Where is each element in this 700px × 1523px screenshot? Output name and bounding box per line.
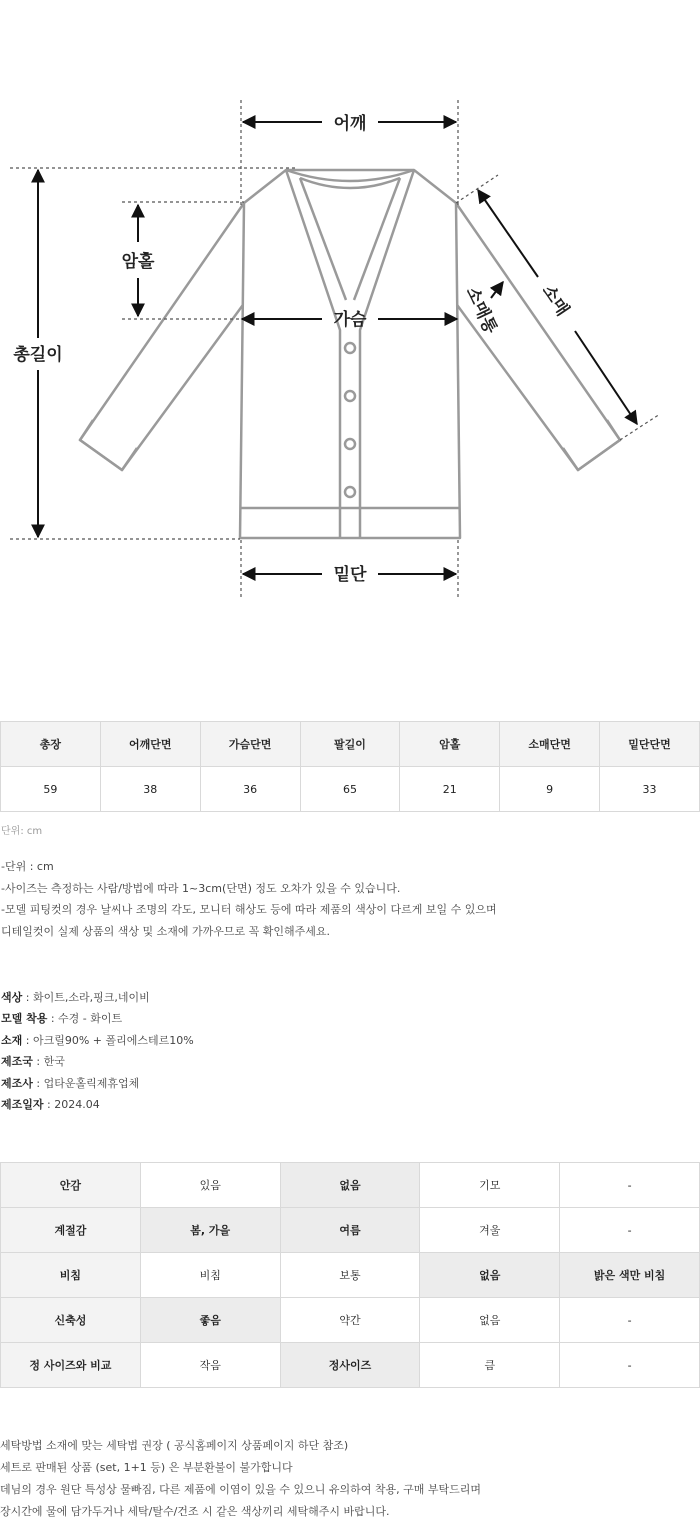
feature-header-cell: 신축성: [1, 1298, 141, 1343]
info-value: : 수경 - 화이트: [47, 1012, 123, 1026]
wash-note-line: 데님의 경우 원단 특성상 물빠짐, 다른 제품에 이염이 있을 수 있으니 유의하여 착용, 구매 부탁드리며: [0, 1483, 481, 1496]
size-table-header-row: [1, 722, 700, 767]
size-header-cell: 밑단단면: [600, 722, 700, 767]
feature-option-cell-selected: 봄, 가을: [140, 1208, 280, 1253]
feature-row-lining: [1, 1163, 700, 1208]
feature-option-cell: -: [560, 1298, 700, 1343]
button-4-icon: [345, 487, 355, 497]
total-length-label: 총길이: [13, 345, 63, 365]
info-row-date: [1, 1094, 194, 1115]
feature-row-fit: [1, 1343, 700, 1388]
info-key: 제조사: [1, 1076, 33, 1090]
feature-header-cell: 비침: [1, 1253, 141, 1298]
feature-option-cell-selected: 여름: [280, 1208, 420, 1253]
wash-notes: [0, 1435, 481, 1523]
unit-note: 단위: cm: [1, 826, 43, 837]
info-key: 색상: [1, 991, 23, 1004]
feature-option-cell: 큼: [420, 1343, 560, 1388]
info-row-maker: [1, 1073, 194, 1094]
size-value-cell: 59: [1, 767, 101, 812]
product-info: [1, 987, 194, 1115]
feature-header-cell: 계절감: [1, 1208, 141, 1253]
feature-option-cell: 겨울: [420, 1208, 560, 1253]
info-row-color: [1, 987, 194, 1008]
feature-option-cell: 약간: [280, 1298, 420, 1343]
feature-header-cell: 정 사이즈와 비교: [1, 1343, 141, 1388]
note-line: -단위 : cm: [1, 860, 54, 873]
feature-option-cell-selected: 정사이즈: [280, 1343, 420, 1388]
feature-option-cell-selected: 없음: [420, 1253, 560, 1298]
size-value-cell: 65: [300, 767, 400, 812]
size-notes: [1, 856, 497, 942]
button-3-icon: [345, 439, 355, 449]
wash-note-line: 장시간에 물에 담가두거나 세탁/탈수/건조 시 같은 색상끼리 세탁해주시 바랍니다.: [0, 1505, 390, 1518]
size-table-value-row: [1, 767, 700, 812]
info-key: 제조일자: [1, 1098, 44, 1112]
cardigan-illustration: [80, 170, 620, 538]
feature-row-season: [1, 1208, 700, 1253]
info-key: 소재: [1, 1033, 23, 1047]
feature-option-cell: 기모: [420, 1163, 560, 1208]
sleeve-label: 소매: [537, 281, 573, 320]
info-value: : 한국: [32, 1055, 65, 1069]
feature-option-cell-selected: 밝은 색만 비침: [560, 1253, 700, 1298]
feature-option-cell: 비침: [140, 1253, 280, 1298]
info-key: 모델 착용: [1, 1012, 48, 1026]
feature-header-cell: 안감: [1, 1163, 141, 1208]
feature-row-sheer: [1, 1253, 700, 1298]
wash-note-line: 세트로 판매된 상품 (set, 1+1 등) 은 부분환불이 불가합니다: [0, 1461, 293, 1474]
note-line: -사이즈는 측정하는 사람/방법에 따라 1~3cm(단면) 정도 오차가 있을 수 있습니다.: [1, 881, 401, 895]
size-header-cell: 가슴단면: [200, 722, 300, 767]
note-line: 디테일컷이 실제 상품의 색상 및 소재에 가까우므로 꼭 확인해주세요.: [1, 924, 330, 938]
size-header-cell: 암홀: [400, 722, 500, 767]
feature-option-cell: -: [560, 1343, 700, 1388]
wash-note-line: 세탁방법 소재에 맞는 세탁법 권장 ( 공식홈페이지 상품페이지 하단 참조): [0, 1439, 349, 1452]
feature-option-cell: 없음: [420, 1298, 560, 1343]
feature-option-cell-selected: 좋음: [140, 1298, 280, 1343]
info-row-material: [1, 1030, 194, 1051]
size-header-cell: 팔길이: [300, 722, 400, 767]
size-header-cell: 총장: [1, 722, 101, 767]
info-row-model: [1, 1008, 194, 1029]
size-header-cell: 어깨단면: [100, 722, 200, 767]
note-line: -모델 피팅컷의 경우 날씨나 조명의 각도, 모니터 해상도 등에 따라 제품의 색상이 다르게 보일 수 있으며: [1, 903, 497, 916]
info-value: : 2024.04: [43, 1098, 100, 1112]
info-value: : 화이트,소라,핑크,네이비: [22, 991, 150, 1004]
size-value-cell: 36: [200, 767, 300, 812]
size-header-cell: 소매단면: [500, 722, 600, 767]
feature-table: [0, 1162, 700, 1388]
hem-label: 밑단: [333, 565, 367, 585]
shoulder-label: 어깨: [333, 114, 367, 134]
feature-option-cell: -: [560, 1163, 700, 1208]
feature-option-cell: 작음: [140, 1343, 280, 1388]
info-value: : 아크릴90% + 폴리에스테르10%: [22, 1033, 194, 1047]
chest-label: 가슴: [333, 310, 367, 330]
info-key: 제조국: [1, 1055, 33, 1069]
feature-option-cell: 보통: [280, 1253, 420, 1298]
size-measurement-diagram: [0, 0, 700, 640]
armhole-label: 암홀: [121, 252, 155, 272]
feature-option-cell: -: [560, 1208, 700, 1253]
feature-option-cell: 있음: [140, 1163, 280, 1208]
sleeve-width-label: 소매통: [461, 283, 501, 337]
size-value-cell: 21: [400, 767, 500, 812]
info-row-country: [1, 1051, 194, 1072]
feature-row-stretch: [1, 1298, 700, 1343]
size-value-cell: 33: [600, 767, 700, 812]
size-value-cell: 38: [100, 767, 200, 812]
button-1-icon: [345, 343, 355, 353]
size-table: [0, 721, 700, 812]
button-2-icon: [345, 391, 355, 401]
info-value: : 업타운홀릭제휴업체: [32, 1076, 140, 1090]
size-value-cell: 9: [500, 767, 600, 812]
feature-option-cell-selected: 없음: [280, 1163, 420, 1208]
